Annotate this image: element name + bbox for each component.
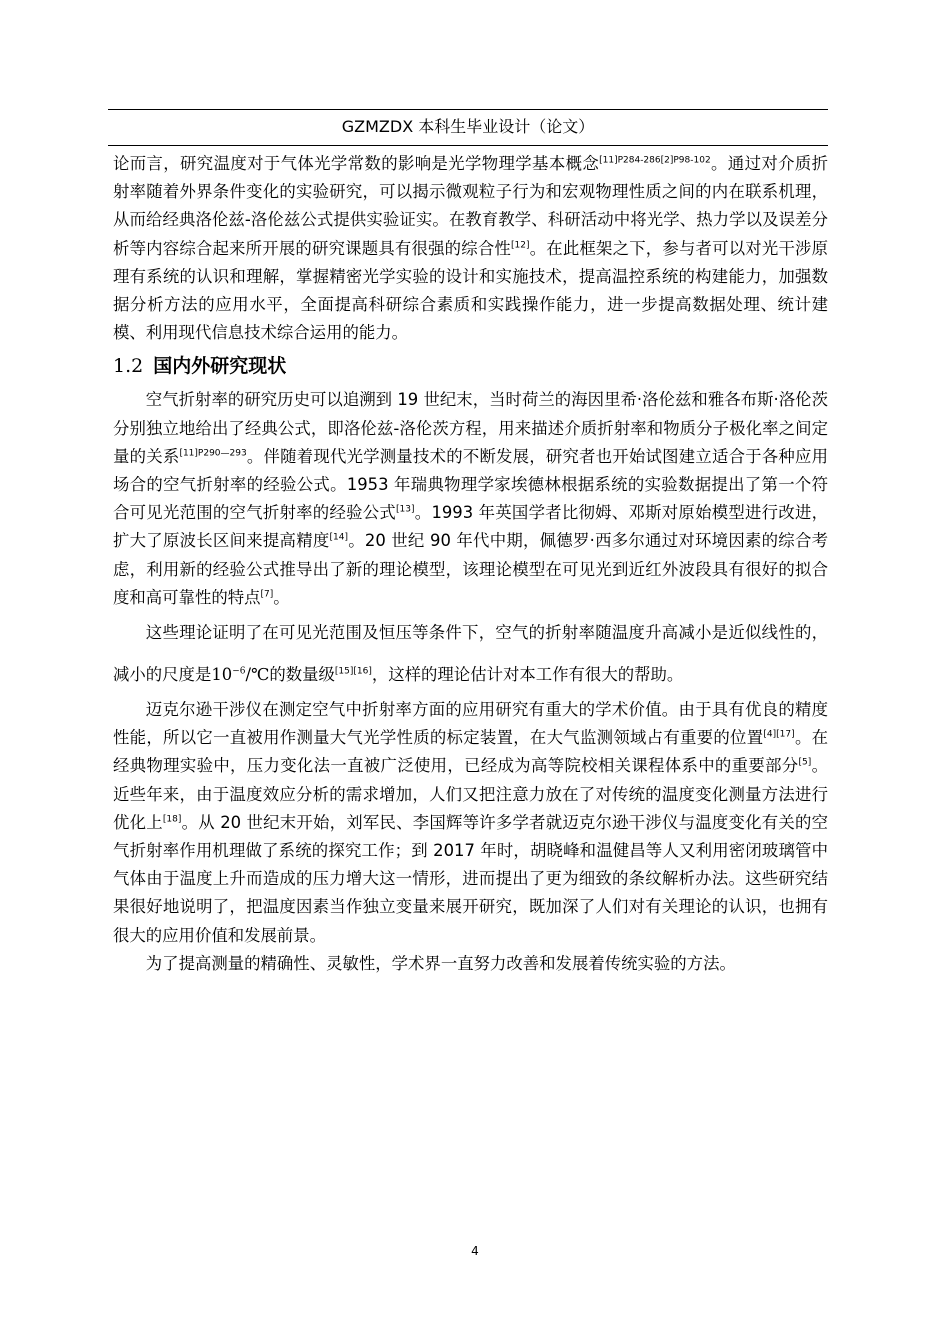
citation: [11]P290—293	[179, 448, 247, 459]
paragraph-theory	[113, 612, 828, 696]
formula-exponent: −6	[232, 666, 246, 677]
page-body	[113, 150, 828, 978]
paragraph-text: 为了提高测量的精确性、灵敏性，学术界一直努力改善和发展着传统实验的方法。	[145, 953, 736, 973]
header-rule-bottom	[108, 145, 828, 146]
citation: [15][16]	[334, 666, 372, 677]
formula-unit: /℃	[245, 665, 270, 685]
paragraph-text: ，这样的理论估计对本工作有很大的帮助。	[371, 665, 684, 685]
formula	[211, 665, 269, 684]
citation: [5]	[798, 757, 812, 768]
header-rule-top	[108, 109, 828, 110]
paragraph-text: 。20 世纪 90 年代中期，佩德罗·西多尔通过对环境因素的综合考虑，利用新的经验公式推导出了新的理论模型，该理论模型在可见光到近红外波段具有很好的拟合度和高可靠性的特点	[113, 531, 829, 607]
citation: [14]	[329, 532, 349, 543]
running-header: GZMZDX 本科生毕业设计（论文）	[341, 117, 595, 136]
paragraph-michelson	[113, 696, 828, 950]
paragraph-text: 这些理论证明了在可见光范围及恒压等条件下，空气的折射率随温度升高减小是近似线性的，减小的尺度是	[113, 623, 828, 685]
formula-base: 10	[211, 665, 233, 685]
paragraph-text: 的数量级	[269, 665, 335, 685]
paragraph-text: 。1993 年英国学者比彻姆、邓斯对原始模型进行改进，扩大了原波长区间来提高精度	[113, 503, 829, 551]
paragraph-text: 。近些年来，由于温度效应分析的需求增加，人们又把注意力放在了对传统的温度变化测量方法进行优化上	[113, 756, 829, 832]
citation: [13]	[396, 504, 415, 515]
citation: [12]	[511, 240, 530, 251]
citation: [7]	[260, 589, 274, 600]
paragraph-history	[113, 386, 828, 612]
paragraph-text: 。从 20 世纪末开始，刘军民、李国辉等许多学者就迈克尔逊干涉仪与温度变化有关的空气折射率作用机理做了系统的探究工作；到 2017 年时，胡晓峰和温健昌等人又利用密闭玻璃管中气体由于温度上升而造成的压力增大这一情形，进而提出了更为细致的条纹解析办法。这些研究结果很好地说明了，把温度因素当作独立变量来展开研究，既加深了人们对有关理论的认识，也拥有很大的应用价值和发展前景。	[113, 812, 828, 945]
citation: [4][17]	[763, 729, 795, 740]
paragraph-text: 。	[273, 587, 290, 607]
citation: [11]P284-286[2]P98-102	[599, 155, 711, 166]
page-number: 4	[471, 1244, 479, 1258]
section-number: 1.2	[113, 355, 144, 378]
intro-text-2: 。通过对介质折射率随着外界条件变化的实验研究，可以揭示微观粒子行为和宏观物理性质之间的内在联系机理，从而给经典洛伦兹-洛伦兹公式提供实验证实。在教育教学、科研活动中将光学、热力学以及误差分析等内容综合起来所开展的研究课题具有很强的综合性	[113, 154, 829, 258]
paragraph-text: 空气折射率的研究历史可以追溯到 19 世纪末，当时荷兰的海因里希·洛伦兹和雅各布斯·洛伦茨分别独立地给出了经典公式，即洛伦兹-洛伦茨方程，用来描述介质折射率和物质分子极化率之间定量的关系	[113, 390, 828, 466]
intro-paragraph	[113, 150, 828, 347]
paragraph-text: 。伴随着现代光学测量技术的不断发展，研究者也开始试图建立适合于各种应用场合的空气折射率的经验公式。1953 年瑞典物理学家埃德林根据系统的实验数据提出了第一个符合可见光范围的空气折射率的经验公式	[113, 446, 829, 523]
paragraph-text: 。在经典物理实验中，压力变化法一直被广泛使用，已经成为高等院校相关课程体系中的重要部分	[113, 728, 829, 776]
paragraph-methods	[113, 950, 828, 978]
intro-text-1: 论而言，研究温度对于气体光学常数的影响是光学物理学基本概念	[113, 154, 600, 173]
intro-text-3: 。在此框架之下，参与者可以对光干涉原理有系统的认识和理解，掌握精密光学实验的设计和实施技术，提高温控系统的构建能力，加强数据分析方法的应用水平，全面提高科研综合素质和实践操作能力，进一步提高数据处理、统计建模、利用现代信息技术综合运用的能力。	[113, 238, 829, 343]
section-title: 国内外研究现状	[153, 355, 287, 378]
citation: [18]	[162, 814, 182, 825]
section-heading	[113, 349, 828, 383]
paragraph-text: 迈克尔逊干涉仪在测定空气中折射率方面的应用研究有重大的学术价值。由于具有优良的精度性能，所以它一直被用作测量大气光学性质的标定装置，在大气监测领域占有重要的位置	[113, 700, 828, 748]
